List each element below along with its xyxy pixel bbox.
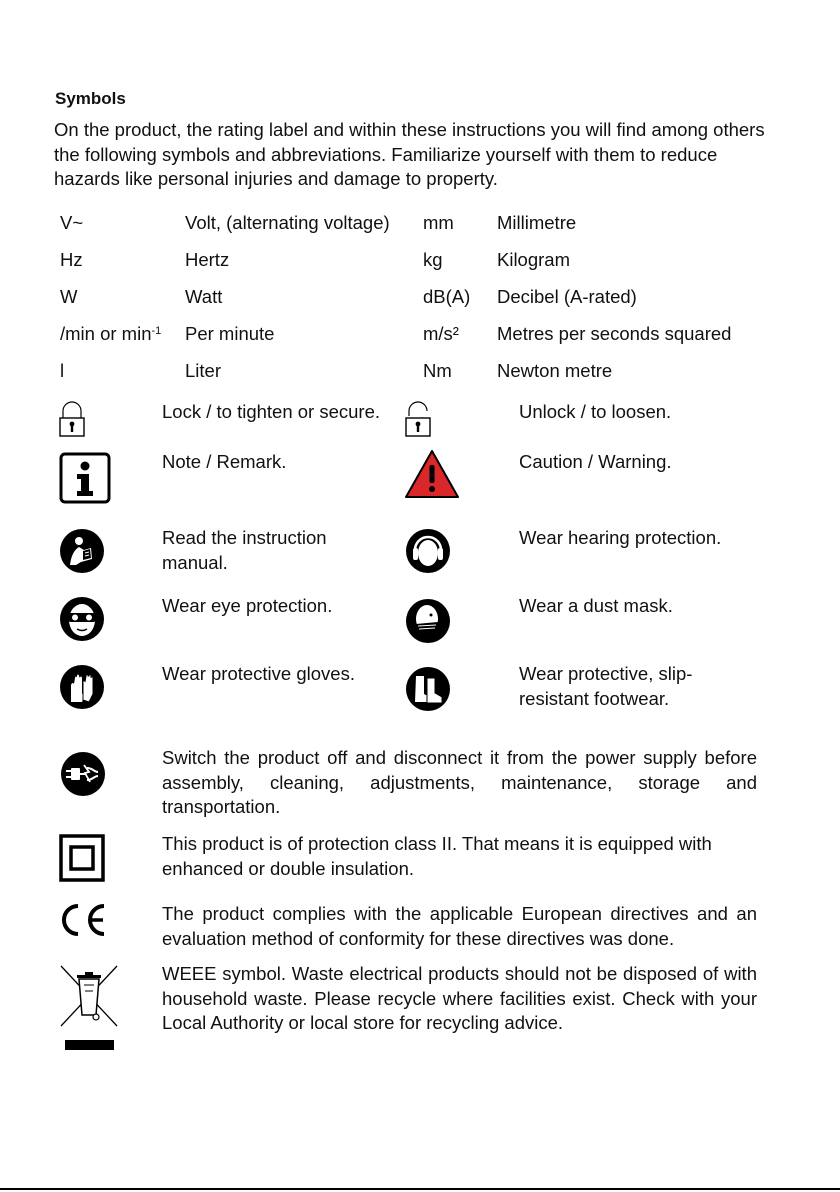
symbol-description: Caution / Warning. (519, 451, 672, 472)
abbr-symbol: V~ (60, 212, 84, 233)
symbol-description: Lock / to tighten or secure. (162, 401, 381, 422)
abbr-meaning: Liter (185, 360, 221, 381)
abbr-meaning: Millimetre (497, 212, 577, 233)
symbol-description: The product complies with the applicable European directives and an evaluation method of conformity for these directives was done. (162, 903, 757, 949)
abbr-symbol-main: /min or min (60, 323, 152, 344)
symbol-description: Wear a dust mask. (519, 595, 673, 616)
abbr-meaning: Metres per seconds squared (497, 323, 732, 344)
symbol-description: Switch the product off and disconnect it from the power supply before assembly, cleaning, adjustments, maintenance, storage and transportation. (162, 747, 757, 817)
abbr-symbol: mm (423, 212, 454, 233)
symbol-description: Wear protective gloves. (162, 663, 355, 684)
abbr-symbol: m/s² (423, 323, 459, 344)
hearing-protection-icon (405, 528, 451, 574)
lock-icon (58, 400, 86, 438)
safety-footwear-icon (405, 666, 451, 712)
unlock-icon (404, 400, 432, 438)
abbr-meaning: Watt (185, 286, 223, 307)
symbol-description: Unlock / to loosen. (519, 401, 672, 422)
weee-bin-icon (58, 965, 120, 1053)
read-manual-icon (59, 528, 105, 574)
abbr-symbol: Hz (60, 249, 83, 270)
abbr-symbol: W (60, 286, 78, 307)
symbol-description: Read the instruction manual. (162, 527, 327, 573)
abbr-meaning: Kilogram (497, 249, 570, 270)
abbr-symbol: Nm (423, 360, 452, 381)
intro-paragraph: On the product, the rating label and within these instructions you will find among others the following symbols and abbreviations. Familiarize yourself with them to reduce hazards like personal injuries and damage to property. (54, 119, 765, 189)
protection-class-ii-icon (59, 834, 105, 882)
abbr-symbol (60, 323, 161, 345)
abbr-symbol-superscript: -1 (151, 325, 162, 337)
warning-triangle-icon (404, 449, 460, 499)
dust-mask-icon (405, 598, 451, 644)
abbr-meaning: Decibel (A-rated) (497, 286, 637, 307)
symbol-description: This product is of protection class II. That means it is equipped with enhanced or double insulation. (162, 833, 712, 879)
symbol-description: Note / Remark. (162, 451, 287, 472)
protective-gloves-icon (59, 664, 105, 710)
symbol-description: WEEE symbol. Waste electrical products should not be disposed of with household waste. Please recycle where facilities exist. Check with your Local Authority or local store for recycling advice. (162, 963, 757, 1033)
page-bottom-rule (0, 1188, 840, 1190)
abbr-symbol: dB(A) (423, 286, 471, 307)
abbr-symbol: l (60, 360, 65, 381)
ce-mark-icon (56, 902, 108, 938)
symbol-description: Wear hearing protection. (519, 527, 722, 548)
abbr-meaning: Per minute (185, 323, 275, 344)
abbr-symbol: kg (423, 249, 443, 270)
symbol-description: Wear eye protection. (162, 595, 333, 616)
unplug-icon (60, 751, 106, 797)
abbr-meaning: Hertz (185, 249, 230, 270)
abbr-meaning: Newton metre (497, 360, 613, 381)
section-heading: Symbols (55, 89, 126, 108)
abbr-meaning: Volt, (alternating voltage) (185, 212, 390, 233)
eye-protection-icon (59, 596, 105, 642)
symbol-description: Wear protective, slip-resistant footwear. (519, 663, 693, 709)
info-note-icon (59, 452, 111, 504)
